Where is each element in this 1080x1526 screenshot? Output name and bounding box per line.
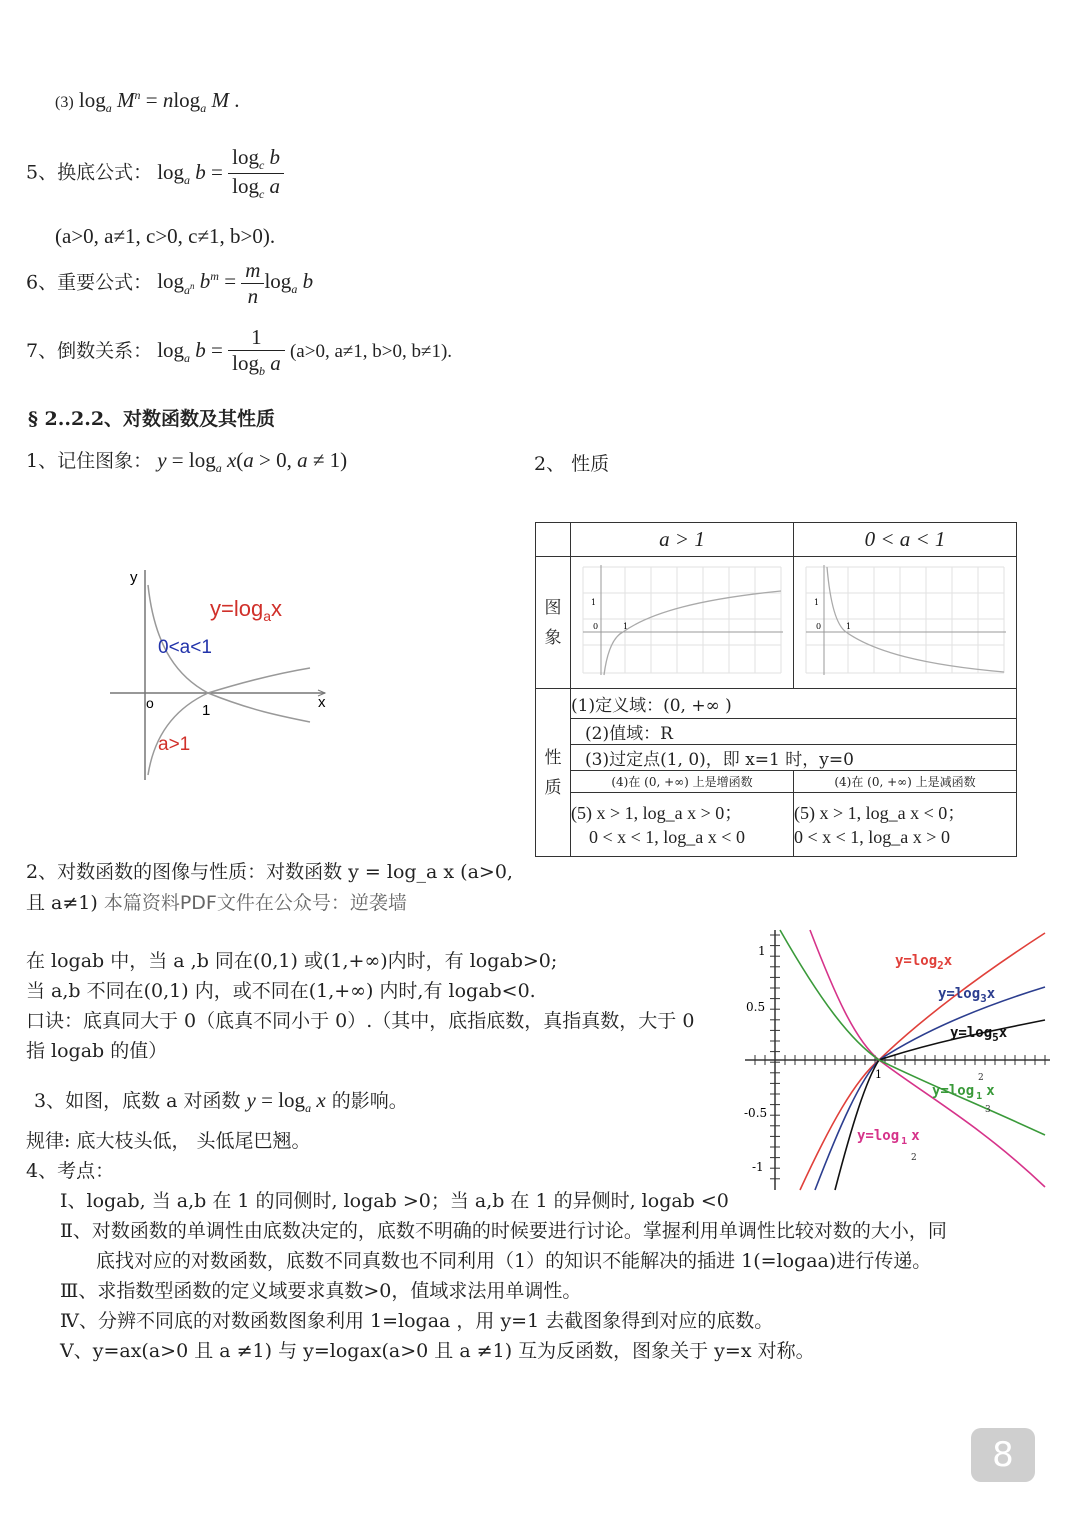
point-2-cont: 底找对应的对数函数，底数不同真数也不同利用（1）的知识不能解决的插进 1(=logaa)进行传递。 <box>96 1250 932 1272</box>
point-3: Ⅲ、求指数型函数的定义域要求真数>0，值域求法用单调性。 <box>60 1280 582 1302</box>
label-base-3: $y=\log_3x$ <box>938 986 996 1005</box>
page-number-badge: 8 <box>971 1428 1035 1482</box>
mini-graph-increasing <box>571 557 793 683</box>
svg-text:2: 2 <box>911 1153 917 1163</box>
svg-text:2: 2 <box>978 1073 984 1083</box>
prop-decreasing: (4)在 (0, +∞) 上是减函数 <box>794 771 1017 793</box>
formula-7: 7、倒数关系： $\log_a b$ = $\frac{1}{\log_b a}$ (a>0, a≠1, b>0, b≠1). <box>26 325 453 379</box>
svg-text:1: 1 <box>875 1068 882 1081</box>
formula-6: 6、重要公式： $\log_{a^n} b^m$ = $\frac{m}{n}$ $\log_a b$ <box>26 258 314 308</box>
point-5: Ⅴ、y=ax(a>0 且 a ≠1) 与 y=logax(a>0 且 a ≠1) 互为反函数，图象关于 y=x 对称。 <box>60 1340 815 1362</box>
log-graph-bases <box>740 925 1055 1195</box>
curve-base-5 <box>835 1020 1045 1190</box>
item3: 3、如图，底数 a 对函数 $y = \log_a x$ 的影响。 <box>34 1088 408 1116</box>
svg-text:1: 1 <box>623 622 629 631</box>
svg-text:-0.5: -0.5 <box>744 1106 768 1120</box>
mini-graph-increasing-cell <box>571 557 794 689</box>
item2-header: 2、 性质 <box>534 453 610 475</box>
svg-text:0: 0 <box>593 622 599 631</box>
label-base-half: y=log $_1$ x <box>857 1128 920 1147</box>
origin-label: o <box>146 695 154 711</box>
svg-text:0: 0 <box>816 622 822 631</box>
point-2: Ⅱ、对数函数的单调性由底数决定的，底数不明确的时候要进行讨论。掌握利用单调性比较对数的大小，同 <box>60 1220 947 1242</box>
col-a-lt-1: 0 < a < 1 <box>794 523 1017 557</box>
properties-table <box>535 522 1017 857</box>
axis-x-label: x <box>318 694 326 711</box>
col-a-gt-1: a > 1 <box>571 523 794 557</box>
row-label-graph: 图 象 <box>536 557 571 689</box>
svg-text:1: 1 <box>758 944 766 958</box>
mini-graph-decreasing-cell <box>794 557 1017 689</box>
label-small-base: 0<a<1 <box>158 637 212 658</box>
svg-text:0.5: 0.5 <box>746 1000 766 1014</box>
exam-points <box>60 1186 947 1366</box>
axis-y-label: y <box>130 569 138 586</box>
para2-line2: 且 a≠1) 本篇资料PDF文件在公众号：逆袭墙 <box>26 892 407 914</box>
prop-sign-a-gt-1: (5) x > 1, log_a x > 0； 0 < x < 1, log_a x < 0 <box>571 793 794 857</box>
point-1: Ⅰ、logab, 当 a,b 在 1 的同侧时, logab >0；当 a,b 在 1 的异侧时, logab <0 <box>60 1190 729 1212</box>
item4-title: 4、考点： <box>26 1160 115 1182</box>
prop-fixed-point: (3)过定点(1, 0)，即 x=1 时，y=0 <box>571 745 1017 771</box>
rule-text: 规律: 底大枝头低， 头低尾巴翘。 <box>26 1130 311 1152</box>
prop-increasing: (4)在 (0, +∞) 上是增函数 <box>571 771 794 793</box>
point-4: Ⅳ、分辨不同底的对数函数图象利用 1=logaa ，用 y=1 去截图象得到对应的底数。 <box>60 1310 774 1332</box>
curve-base-2 <box>800 933 1045 1190</box>
formula-3: (3) $\log_a M^n = nlog_a$ M . <box>55 88 240 116</box>
watermark-text: 本篇资料PDF文件在公众号：逆袭墙 <box>103 892 407 914</box>
curve-base-3 <box>815 987 1045 1190</box>
svg-text:1: 1 <box>814 598 820 607</box>
svg-text:1: 1 <box>846 622 852 631</box>
svg-text:1: 1 <box>591 598 597 607</box>
label-big-base: a>1 <box>158 734 191 755</box>
section-title: § 2..2.2、对数函数及其性质 <box>28 408 276 430</box>
svg-text:-1: -1 <box>752 1160 764 1174</box>
prop-sign-a-lt-1: (5) x > 1, log_a x < 0； 0 < x < 1, log_a x > 0 <box>794 793 1017 857</box>
formula-5-condition: (a>0, a≠1, c>0, c≠1, b>0). <box>55 224 276 248</box>
curve-increasing <box>148 668 310 775</box>
mini-graph-decreasing <box>794 557 1016 683</box>
log-graph-basic <box>100 560 340 785</box>
label-base-2: $y=\log_2x$ <box>895 953 953 972</box>
para2-line1: 2、对数函数的图像与性质：对数函数 y = log_a x (a>0, <box>26 861 513 883</box>
item1: 1、记住图象： $y = \log_a x(a > 0$, a ≠ 1) <box>26 448 348 476</box>
formula-5: 5、换底公式： $\log_a b$ = $\frac{\log_c b}{\log_c a}$ <box>26 145 284 202</box>
row-label-properties: 性 质 <box>536 689 571 857</box>
rule-paragraph: 在 logab 中，当 a ,b 同在(0,1) 或(1,+∞)内时，有 logab>0; 当 a,b 不同在(0,1) 内，或不同在(1,+∞) 内时,有 logab<0. 口诀：底真同大于 0（底真不同小于 0）.（其中，底指底数，真指真数，大于 0 指 logab 的值） <box>26 950 695 1062</box>
prop-domain: (1)定义域：(0, +∞ ) <box>571 689 1017 719</box>
one-label: 1 <box>202 702 211 719</box>
label-base-5: $y=\log_5x$ <box>950 1025 1008 1044</box>
prop-range: (2)值域：R <box>571 719 1017 745</box>
graph-title: $y=\log_ax$ <box>210 596 283 624</box>
svg-text:3: 3 <box>985 1105 991 1115</box>
label-base-third: y=log $_1$ x <box>932 1083 995 1102</box>
